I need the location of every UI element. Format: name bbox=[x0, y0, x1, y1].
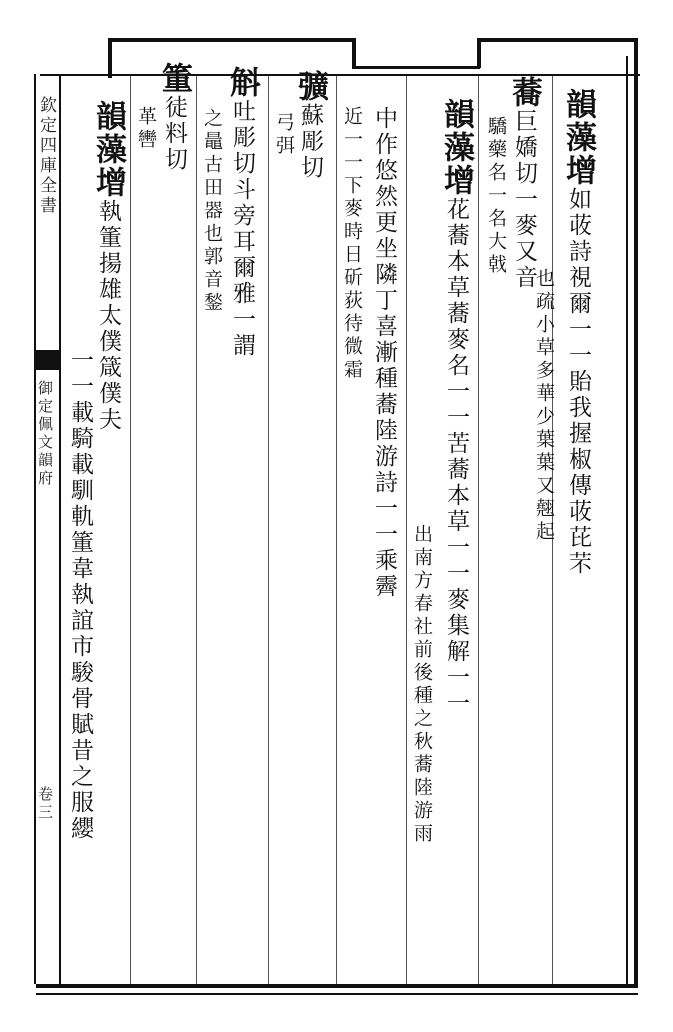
column-rule bbox=[336, 76, 337, 984]
character-heading: 彍 bbox=[292, 70, 328, 103]
text-column: 一一載騎載馴軌箽韋執誼市駿骨賦昔之服纓 bbox=[67, 348, 93, 842]
text-column: 出南方春社前後種之秋蕎陸游雨 bbox=[411, 524, 433, 846]
margin-divider-right bbox=[59, 74, 61, 984]
entry-text: 徒料切 bbox=[161, 95, 187, 173]
frame-right bbox=[634, 38, 638, 988]
text-column bbox=[438, 98, 474, 717]
text-column: 中作悠然更坐隣丁喜漸種蕎陸游詩一一乘霽 bbox=[371, 106, 397, 600]
text-column: 近一一下麥時日斫荻待微霜 bbox=[341, 106, 363, 382]
frame-top-left-vert bbox=[108, 38, 112, 78]
book-title: 欽定四庫全書 bbox=[36, 96, 56, 216]
entry-heading: 韻藻增 bbox=[438, 98, 474, 197]
section-title: 御定佩文韻府 bbox=[36, 380, 54, 488]
column-rule bbox=[478, 76, 479, 984]
fishtail-mark bbox=[35, 350, 59, 370]
text-column: 弓弭 bbox=[273, 112, 295, 158]
frame-bottom-thin bbox=[36, 993, 638, 995]
column-rule bbox=[406, 76, 407, 984]
frame-bottom bbox=[36, 984, 638, 988]
entry-text: 巨嬌切一麥又音 bbox=[511, 109, 537, 291]
entry-text: 如荍詩視爾一一貽我握椒傳荍芘芣 bbox=[565, 187, 591, 577]
frame-top-right-vert bbox=[477, 38, 481, 68]
column-rule bbox=[130, 76, 131, 984]
entry-heading: 韻藻增 bbox=[560, 88, 596, 187]
entry-text: 執箽揚雄太僕箴僕夫 bbox=[95, 199, 121, 433]
frame-top-mid-vert bbox=[352, 38, 356, 68]
text-column bbox=[506, 76, 542, 291]
text-column bbox=[560, 88, 596, 577]
text-column bbox=[224, 66, 260, 359]
text-column: 革轡 bbox=[135, 106, 157, 152]
character-heading: 蕎 bbox=[506, 76, 542, 109]
text-column bbox=[156, 62, 192, 173]
frame-top-mid bbox=[352, 66, 480, 69]
frame-top-left bbox=[108, 38, 356, 42]
column-rule bbox=[268, 76, 269, 984]
page-number: 卷三 bbox=[36, 786, 54, 822]
entry-text: 花蕎本草蕎麥名一一苦蕎本草一一麥集解一一 bbox=[443, 197, 469, 717]
entry-text: 吐彫切斗旁耳爾雅一謂 bbox=[229, 99, 255, 359]
entry-heading: 韻藻增 bbox=[90, 100, 126, 199]
text-column bbox=[90, 100, 126, 433]
text-column: 驕藥名一名大戟 bbox=[485, 116, 507, 277]
text-column bbox=[292, 70, 328, 181]
character-heading: 斛 bbox=[224, 66, 260, 99]
column-rule bbox=[196, 76, 197, 984]
frame-top-right bbox=[477, 38, 637, 42]
text-column: 之鼂古田器也郭音鍫 bbox=[201, 108, 223, 315]
frame-inner-right bbox=[626, 56, 628, 984]
entry-text: 蘇彫切 bbox=[297, 103, 323, 181]
character-heading: 箽 bbox=[156, 62, 192, 95]
text-column: 也疏小草多華少葉葉又翹起 bbox=[533, 268, 555, 544]
